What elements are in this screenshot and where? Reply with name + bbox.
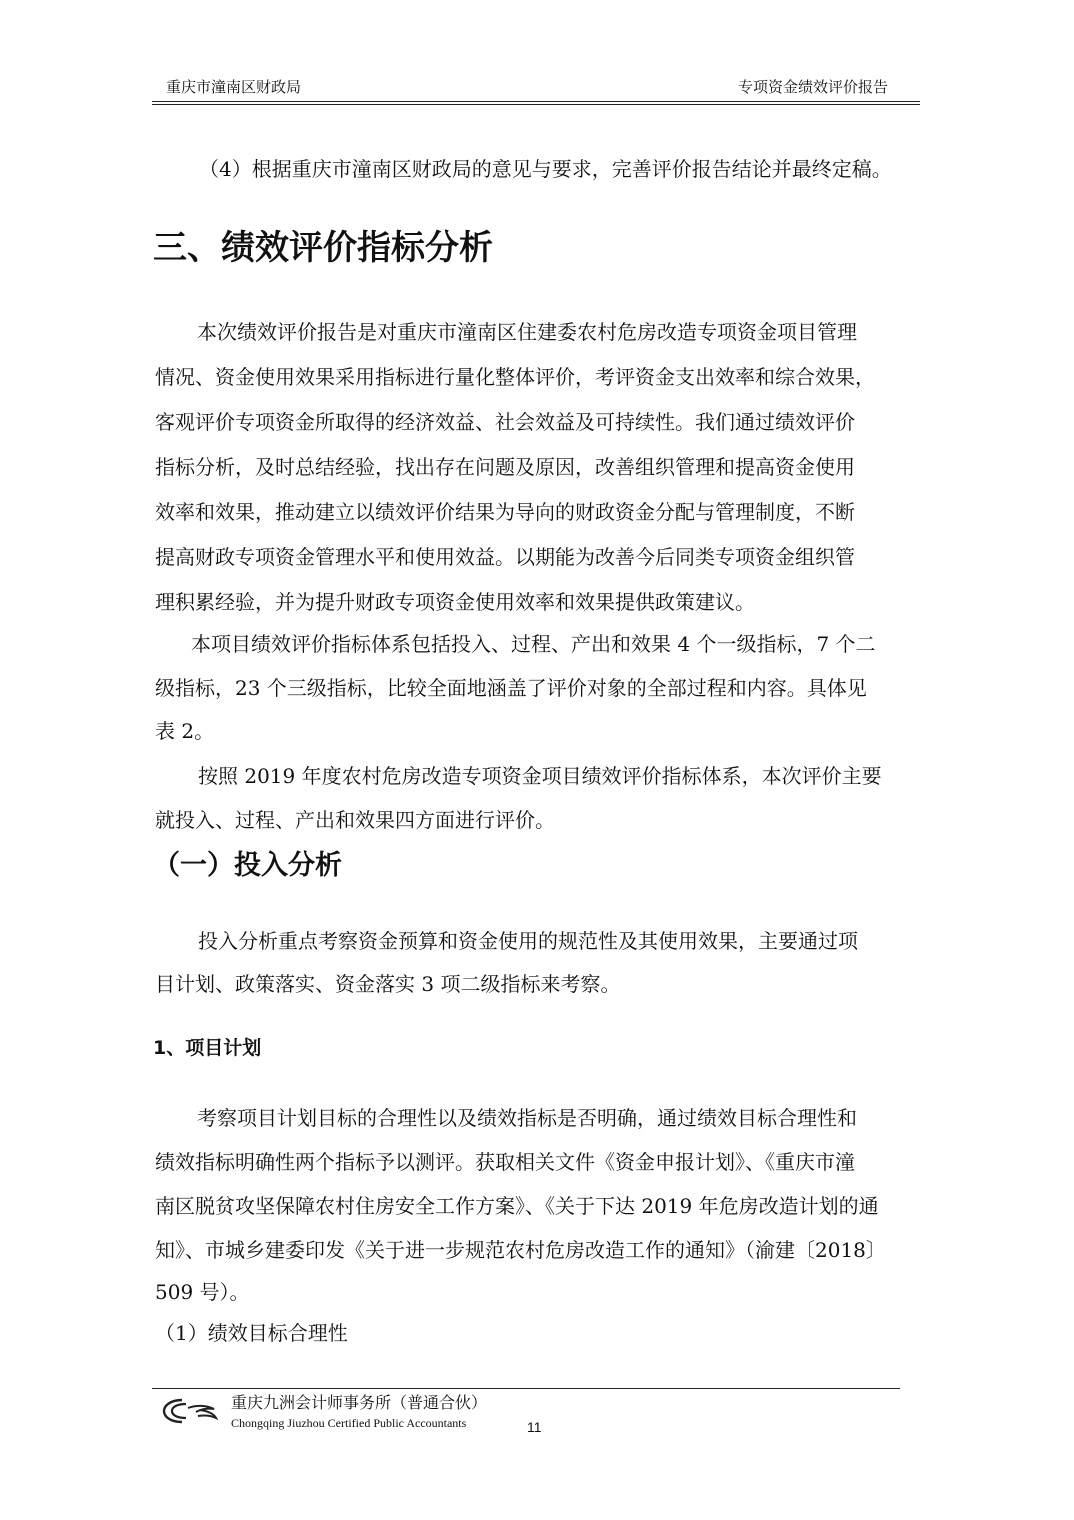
intro-line: （4）根据重庆市潼南区财政局的意见与要求，完善评价报告结论并最终定稿。 <box>199 157 892 181</box>
header-divider <box>152 101 920 105</box>
header-org: 重庆市潼南区财政局 <box>166 78 302 96</box>
paragraph-line: 考察项目计划目标的合理性以及绩效指标是否明确，通过绩效目标合理性和 <box>197 1106 857 1130</box>
footer-firm-name: 重庆九洲会计师事务所（普通合伙） <box>231 1393 488 1412</box>
paragraph-line: 理积累经验，并为提升财政专项资金使用效率和效果提供政策建议。 <box>155 590 755 614</box>
paragraph-line: 本项目绩效评价指标体系包括投入、过程、产出和效果 4 个一级指标，7 个二 <box>191 632 876 656</box>
paragraph-line: 按照 2019 年度农村危房改造专项资金项目绩效评价指标体系，本次评价主要 <box>198 764 882 788</box>
firm-logo-icon <box>160 1396 222 1426</box>
header-report-title: 专项资金绩效评价报告 <box>738 78 889 96</box>
paragraph-line: 提高财政专项资金管理水平和使用效益。以期能为改善今后同类专项资金组织管 <box>155 545 855 569</box>
paragraph-line: 本次绩效评价报告是对重庆市潼南区住建委农村危房改造专项资金项目管理 <box>197 320 857 344</box>
footer-firm-name-en: Chongqing Jiuzhou Certified Public Accountants <box>231 1416 467 1430</box>
paragraph-line: 指标分析，及时总结经验，找出存在问题及原因，改善组织管理和提高资金使用 <box>155 455 855 479</box>
section-title: 三、绩效评价指标分析 <box>153 228 493 268</box>
paragraph-line: 情况、资金使用效果采用指标进行量化整体评价，考评资金支出效率和综合效果， <box>155 365 875 389</box>
paragraph-line: 客观评价专项资金所取得的经济效益、社会效益及可持续性。我们通过绩效评价 <box>155 410 855 434</box>
subsection-title: （一）投入分析 <box>153 850 342 881</box>
page-number: 11 <box>527 1419 542 1435</box>
paragraph-line: 投入分析重点考察资金预算和资金使用的规范性及其使用效果，主要通过项 <box>198 929 858 953</box>
paragraph-line: 目计划、政策落实、资金落实 3 项二级指标来考察。 <box>155 972 621 996</box>
paragraph-line: 知》、市城乡建委印发《关于进一步规范农村危房改造工作的通知》（渝建〔2018〕 <box>155 1238 886 1262</box>
footer-divider <box>152 1388 900 1389</box>
paragraph-line: 效率和效果，推动建立以绩效评价结果为导向的财政资金分配与管理制度，不断 <box>155 500 855 524</box>
paragraph-line: 绩效指标明确性两个指标予以测评。获取相关文件《资金申报计划》、《重庆市潼 <box>155 1150 855 1174</box>
paragraph-line: 509 号）。 <box>155 1280 250 1304</box>
item-title: 1、项目计划 <box>153 1037 262 1059</box>
paragraph-line: 级指标，23 个三级指标，比较全面地涵盖了评价对象的全部过程和内容。具体见 <box>155 676 867 700</box>
paragraph-line: 南区脱贫攻坚保障农村住房安全工作方案》、《关于下达 2019 年危房改造计划的通 <box>155 1194 879 1218</box>
paragraph-line: 就投入、过程、产出和效果四方面进行评价。 <box>155 808 555 832</box>
paragraph-line: 表 2。 <box>155 719 215 743</box>
sub-item-title: （1）绩效目标合理性 <box>155 1321 348 1345</box>
